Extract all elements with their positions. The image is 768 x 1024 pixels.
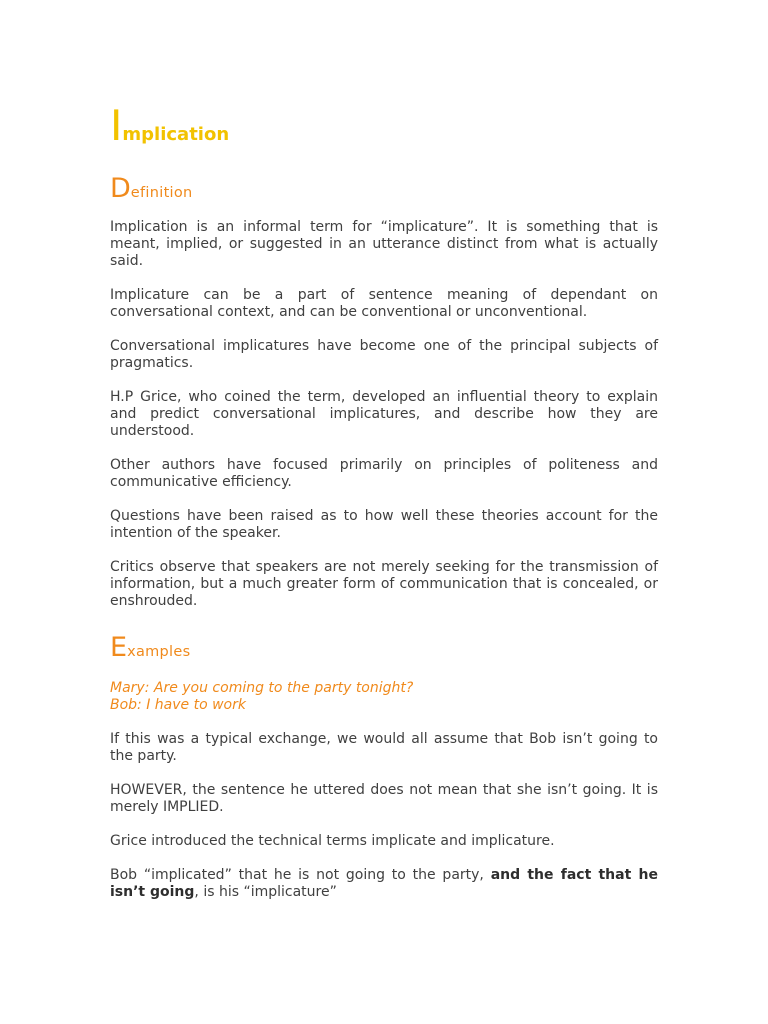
examples-heading xyxy=(110,634,658,664)
final-paragraph-start: Bob “implicated” that he is not going to the party, xyxy=(110,867,491,883)
dialog-line-mary: Mary: Are you coming to the party tonight? xyxy=(110,680,414,696)
final-paragraph-bold: and the fact that he isn’t going xyxy=(110,867,658,900)
definition-heading-text: efinition xyxy=(130,185,193,201)
document-title xyxy=(110,101,658,153)
example-paragraph: Grice introduced the technical terms implicate and implicature. xyxy=(110,833,555,849)
example-paragraph: HOWEVER, the sentence he uttered does not mean that she isn’t going. It is merely IMPLIED. xyxy=(110,782,658,815)
definition-paragraph: H.P Grice, who coined the term, developed an influential theory to explain and predict conversational implicatures, and describe how they are understood. xyxy=(110,389,658,439)
dialog-line-bob: Bob: I have to work xyxy=(110,697,246,713)
definition-paragraph: Implicature can be a part of sentence meaning of dependant on conversational context, and can be conventional or unconventional. xyxy=(110,287,658,320)
definition-paragraph: Questions have been raised as to how well these theories account for the intention of the speaker. xyxy=(110,508,658,541)
example-paragraph: If this was a typical exchange, we would all assume that Bob isn’t going to the party. xyxy=(110,731,658,764)
examples-drop-cap: E xyxy=(110,632,128,663)
definition-paragraph: Implication is an informal term for “implicature”. It is something that is meant, implied, or suggested in an utterance distinct from what is actually said. xyxy=(110,219,658,269)
examples-heading-text: xamples xyxy=(127,644,191,660)
final-paragraph-end: , is his “implicature” xyxy=(194,884,337,900)
final-paragraph xyxy=(110,867,658,901)
definition-paragraph: Other authors have focused primarily on principles of politeness and communicative efficiency. xyxy=(110,457,658,490)
example-dialog xyxy=(110,680,658,714)
title-drop-cap: I xyxy=(110,101,123,150)
definition-drop-cap: D xyxy=(110,173,131,204)
document-page xyxy=(110,101,658,918)
title-text: mplication xyxy=(122,124,230,145)
definition-paragraph: Critics observe that speakers are not merely seeking for the transmission of information, but a much greater form of communication that is concealed, or enshrouded. xyxy=(110,559,658,609)
definition-paragraph: Conversational implicatures have become one of the principal subjects of pragmatics. xyxy=(110,338,658,371)
definition-heading xyxy=(110,175,658,205)
